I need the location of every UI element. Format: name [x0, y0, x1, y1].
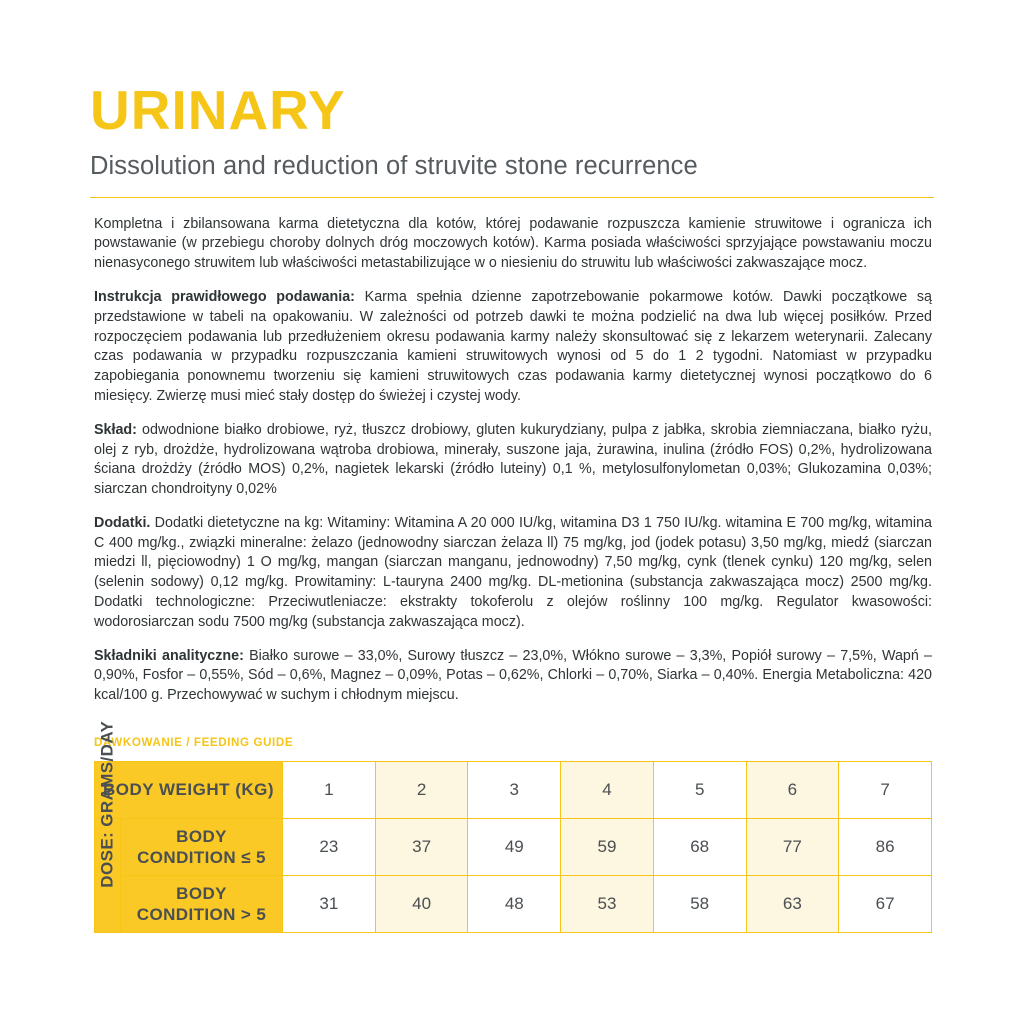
dose-cell: 23 [283, 818, 376, 875]
paragraph-instruction [94, 288, 932, 406]
instruction-text: Karma spełnia dzienne zapotrzebowanie pokarmowe kotów. Dawki początkowe są przedstawione w tabeli na opakowaniu. W zależności od potrzeb dawki te można podzielić na dwa lub więcej posiłków. Przed rozpoczęciem podawania lub przedłużeniem okresu podawania karmy należy skonsultować się z lekarzem weterynarii. Zalecany czas podawania w przypadku rozpuszczania kamieni struwitowych wynosi od 5 do 1 2 tygodni. Natomiast w przypadku zapobiegania ponownemu tworzeniu się kamieni struwitowych czas podawania karmy dietetycznej wynosi początkowo do 6 miesięcy. Zwierzę musi mieć stały dostęp do świeżej i czystej wody. [94, 289, 932, 404]
dose-cell: 67 [839, 875, 932, 932]
weight-cell: 2 [375, 761, 468, 818]
dose-cell: 77 [746, 818, 839, 875]
feeding-guide-heading: DAWKOWANIE / FEEDING GUIDE [94, 735, 294, 749]
dose-side-label-text [97, 863, 117, 888]
dose-cell: 68 [653, 818, 746, 875]
weight-cell: 5 [653, 761, 746, 818]
table-row-header [95, 761, 932, 818]
page-subtitle: Dissolution and reduction of struvite stone recurrence [90, 151, 698, 180]
body-weight-header: BODY WEIGHT (KG) [95, 761, 283, 818]
paragraph-additives [94, 514, 932, 632]
dose-cell: 59 [561, 818, 654, 875]
dose-cell: 37 [375, 818, 468, 875]
dose-cell: 86 [839, 818, 932, 875]
paragraph-intro: Kompletna i zbilansowana karma dietetyczna dla kotów, której podawanie rozpuszcza kamienie struwitowe i ogranicza ich powstawanie (w przebiegu choroby dolnych dróg moczowych kotów). Karma posiada właściwości sprzyjające powstawaniu moczu nienasyconego struwitem lub właściwości metastabilizujące w o niesieniu do struwitu lub właściwości zakwaszające mocz. [94, 215, 932, 272]
body-copy [94, 215, 932, 706]
feeding-guide-table [94, 761, 932, 933]
weight-cell: 7 [839, 761, 932, 818]
dose-cell: 31 [283, 875, 376, 932]
composition-text: odwodnione białko drobiowe, ryż, tłuszcz drobiowy, gluten kukurydziany, pulpa z jabłka, skrobia ziemniaczana, białko ryżu, olej z ryb, drożdże, hydrolizowana wątroba drobiowa, minerały, suszone jaja, żurawina, inulina (źródło FOS) 0,2%, hydrolizowana ściana drożdży (źródło MOS) 0,2%, nagietek lekarski (źródło luteiny) 0,1 %, metylosulfonylometan 0,03%; Glukozamina 0,03%; siarczan chondroityny 0,02% [94, 421, 932, 497]
table-row [95, 818, 932, 875]
dose-cell: 53 [561, 875, 654, 932]
instruction-label: Instrukcja prawidłowego podawania: [94, 289, 355, 306]
dose-cell: 48 [468, 875, 561, 932]
dose-cell: 58 [653, 875, 746, 932]
analytical-label: Składniki analityczne: [94, 647, 244, 664]
row-label-text: BODY CONDITION ≤ 5 [137, 826, 266, 867]
table-row [95, 875, 932, 932]
composition-label: Skład: [94, 421, 137, 438]
dose-side-label [95, 818, 121, 932]
dose-cell: 40 [375, 875, 468, 932]
page-title: URINARY [90, 79, 346, 141]
weight-cell: 4 [561, 761, 654, 818]
row-label-condition-low [121, 818, 283, 875]
row-label-condition-high [121, 875, 283, 932]
dose-cell: 63 [746, 875, 839, 932]
weight-cell: 1 [283, 761, 376, 818]
row-label-text: BODY CONDITION > 5 [136, 883, 267, 924]
analytical-text: Białko surowe – 33,0%, Surowy tłuszcz – 23,0%, Włókno surowe – 3,3%, Popiół surowy – 7,5%, Wapń – 0,90%, Fosfor – 0,55%, Sód – 0,6%, Magnez – 0,09%, Potas – 0,62%, Chlorki – 0,70%, Siarka – 0,40%. Energia Metaboliczna: 420 kcal/100 g. Przechowywać w suchym i chłodnym miejscu. [94, 647, 932, 704]
dose-cell: 49 [468, 818, 561, 875]
additives-label: Dodatki. [94, 514, 151, 531]
paragraph-composition [94, 421, 932, 500]
weight-cell: 6 [746, 761, 839, 818]
title-divider [90, 197, 934, 198]
additives-text: Dodatki dietetyczne na kg: Witaminy: Witamina A 20 000 IU/kg, witamina D3 1 750 IU/kg. witamina E 700 mg/kg, witamina C 400 mg/kg., związki mineralne: żelazo (jednowodny siarczan żelaza ll) 75 mg/kg, jod (jodek potasu) 3,50 mg/kg, miedź (siarczan miedzi ll, pięciowodny) 1 O mg/kg, mangan (siarczan manganu, jednowodny) 7,50 mg/kg, cynk (tlenek cynku) 120 mg/kg, selen (selenin sodowy) 0,12 mg/kg. Prowitaminy: L-tauryna 2400 mg/kg. DL-metionina (substancja zakwaszająca mocz) 2500 mg/kg. Dodatki technologiczne: Przeciwutleniacze: ekstrakty tokoferolu z olejów roślinny 100 mg/kg. Regulator kwasowości: wodorosiarczan sodu 7500 mg/kg (substancja zakwaszająca mocz). [94, 514, 932, 630]
paragraph-analytical [94, 647, 932, 706]
weight-cell: 3 [468, 761, 561, 818]
